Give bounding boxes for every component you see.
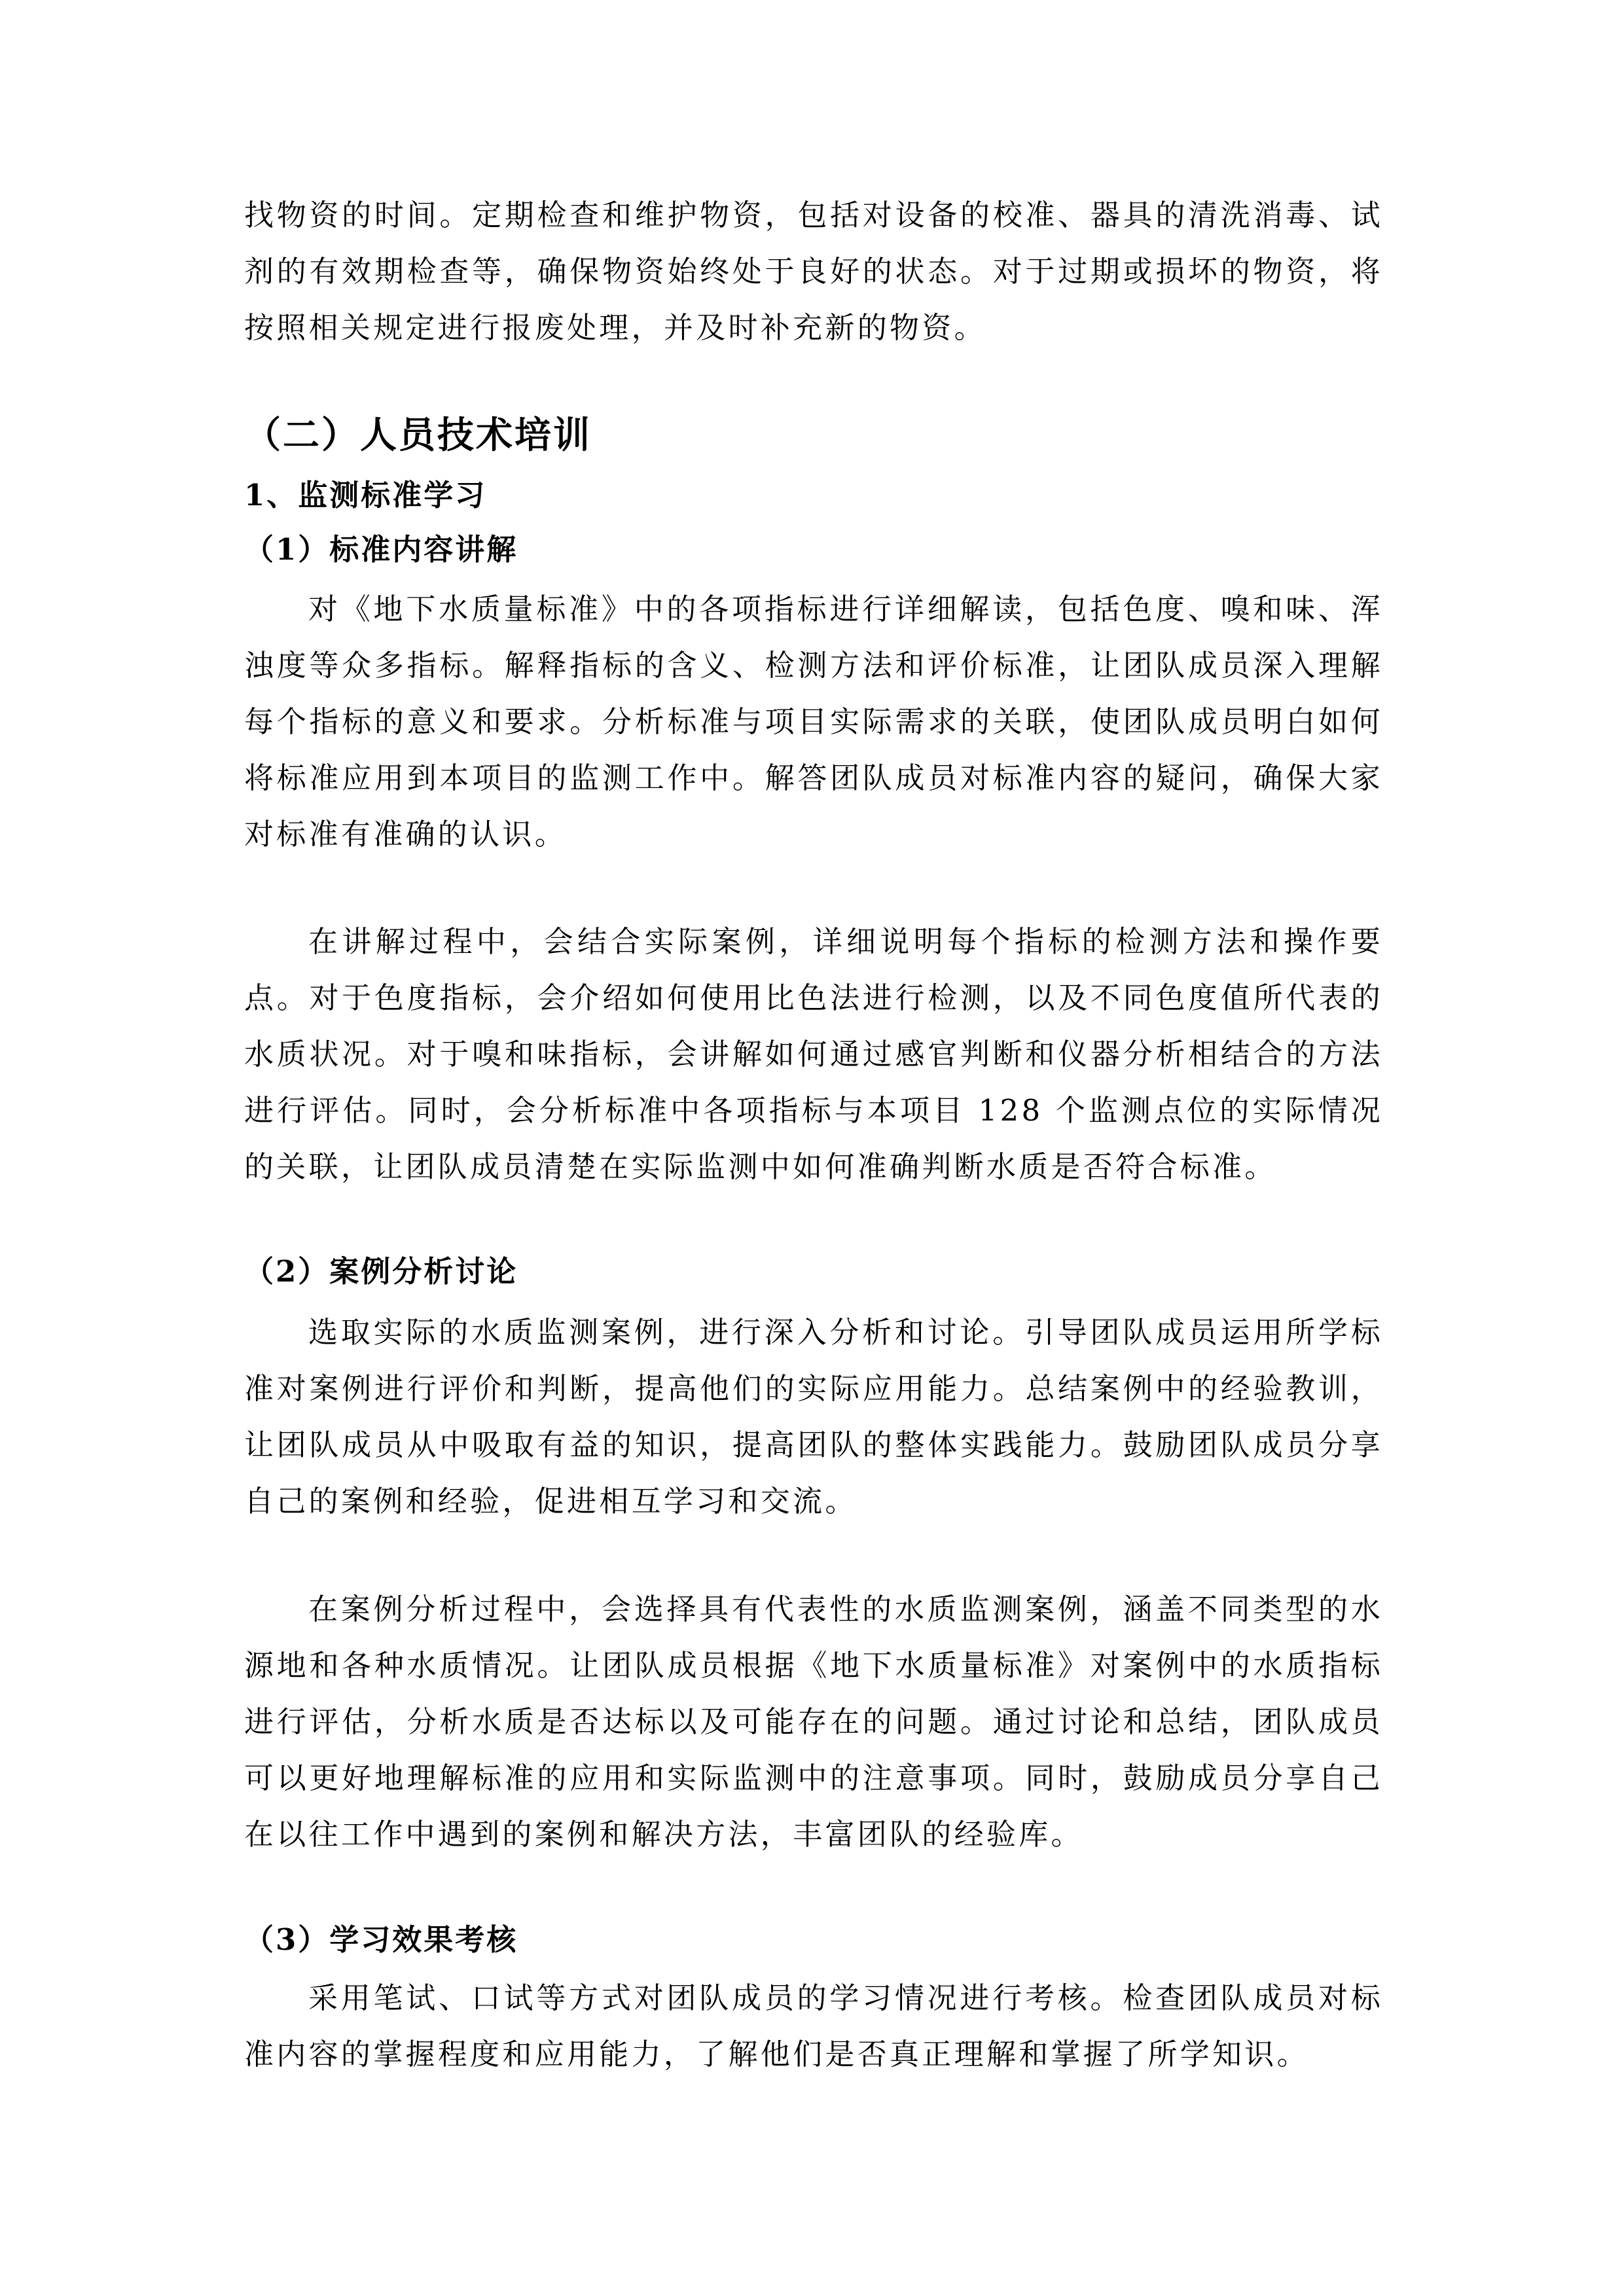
part1-heading: （1）标准内容讲解 — [244, 532, 518, 567]
intro-paragraph: 找物资的时间。定期检查和维护物资，包括对设备的校准、器具的清洗消毒、试剂的有效期检查等，确保物资始终处于良好的状态。对于过期或损坏的物资，将按照相关规定进行报废处理，并及时补充新的物资。 — [244, 198, 1383, 345]
section-heading: （二）人员技术培训 — [244, 414, 592, 457]
part2-paragraph-2: 在案例分析过程中，会选择具有代表性的水质监测案例，涵盖不同类型的水源地和各种水质情况。让团队成员根据《地下水质量标准》对案例中的水质指标进行评估，分析水质是否达标以及可能存在的问题。通过讨论和总结，团队成员可以更好地理解标准的应用和实际监测中的注意事项。同时，鼓励成员分享自己在以往工作中遇到的案例和解决方法，丰富团队的经验库。 — [244, 1592, 1383, 1852]
part2-heading: （2）案例分析讨论 — [244, 1254, 518, 1289]
part1-paragraph-1: 对《地下水质量标准》中的各项指标进行详细解读，包括色度、嗅和味、浑浊度等众多指标。解释指标的含义、检测方法和评价标准，让团队成员深入理解每个指标的意义和要求。分析标准与项目实际需求的关联，使团队成员明白如何将标准应用到本项目的监测工作中。解答团队成员对标准内容的疑问，确保大家对标准有准确的认识。 — [244, 592, 1383, 852]
part1-paragraph-2: 在讲解过程中，会结合实际案例，详细说明每个指标的检测方法和操作要点。对于色度指标，会介绍如何使用比色法进行检测，以及不同色度值所代表的水质状况。对于嗅和味指标，会讲解如何通过感官判断和仪器分析相结合的方法进行评估。同时，会分析标准中各项指标与本项目 128 个监测点位的实际情况的关联，让团队成员清楚在实际监测中如何准确判断水质是否符合标准。 — [244, 924, 1383, 1184]
part3-heading: （3）学习效果考核 — [244, 1922, 518, 1957]
part2-paragraph-1: 选取实际的水质监测案例，进行深入分析和讨论。引导团队成员运用所学标准对案例进行评价和判断，提高他们的实际应用能力。总结案例中的经验教训，让团队成员从中吸取有益的知识，提高团队的整体实践能力。鼓励团队成员分享自己的案例和经验，促进相互学习和交流。 — [244, 1315, 1383, 1518]
part3-paragraph-1: 采用笔试、口试等方式对团队成员的学习情况进行考核。检查团队成员对标准内容的掌握程度和应用能力，了解他们是否真正理解和掌握了所学知识。 — [244, 1981, 1383, 2072]
subsection-heading: 1、监测标准学习 — [244, 478, 487, 512]
